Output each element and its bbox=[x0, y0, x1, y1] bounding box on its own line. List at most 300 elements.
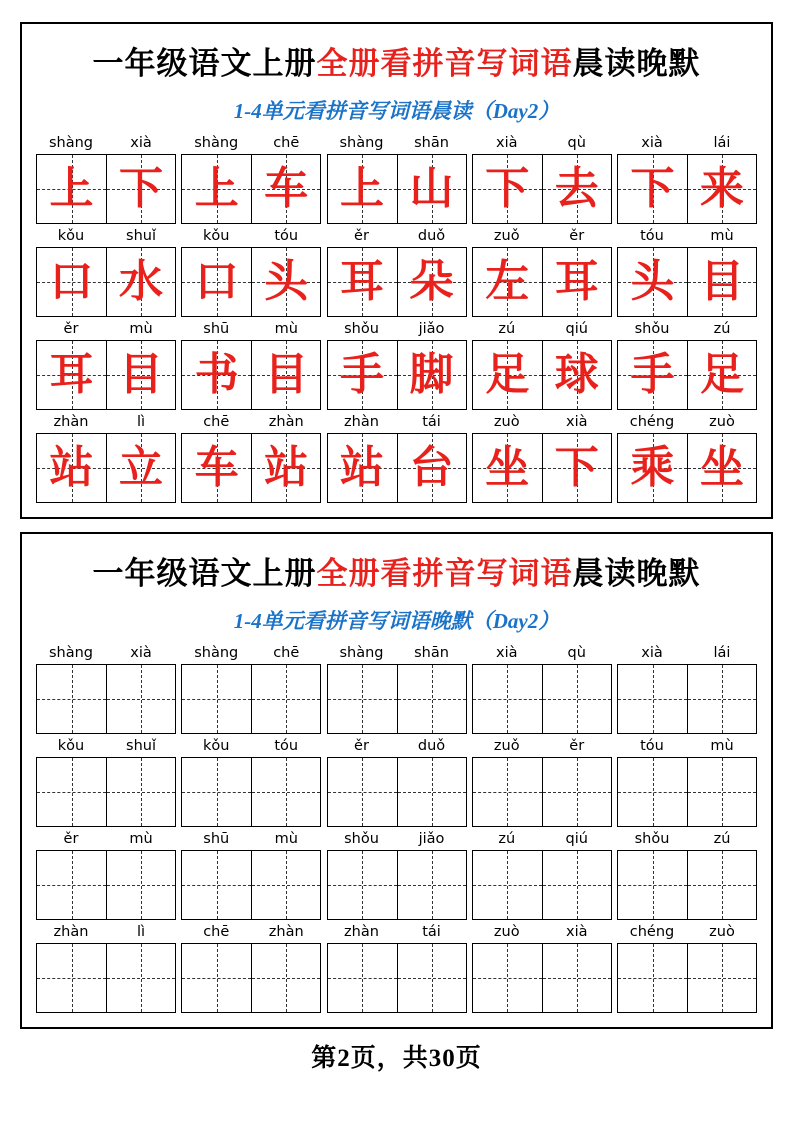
word-group bbox=[327, 133, 467, 224]
pinyin-row bbox=[36, 412, 176, 433]
tianzige-cell-blank[interactable] bbox=[328, 758, 397, 826]
word-group bbox=[472, 736, 612, 827]
word-group bbox=[472, 319, 612, 410]
pinyin-label: ěr bbox=[63, 321, 79, 337]
tianzige-cell-blank[interactable] bbox=[328, 665, 397, 733]
tianzige-cell-filled[interactable] bbox=[37, 248, 106, 316]
pinyin-label: shuǐ bbox=[126, 228, 156, 244]
tianzige-cell-filled[interactable] bbox=[473, 341, 542, 409]
pinyin-row bbox=[617, 922, 757, 943]
pinyin-row bbox=[327, 226, 467, 247]
pinyin-row bbox=[472, 319, 612, 340]
word-row bbox=[36, 133, 757, 224]
word-group bbox=[327, 829, 467, 920]
tianzige-cell-filled[interactable] bbox=[542, 155, 611, 223]
pinyin-label: zú bbox=[713, 831, 731, 847]
tianzige-cell-filled[interactable] bbox=[473, 155, 542, 223]
tianzige-cell-filled[interactable] bbox=[106, 434, 175, 502]
word-group bbox=[36, 922, 176, 1013]
pinyin-row bbox=[181, 133, 321, 154]
pinyin-label: kǒu bbox=[203, 228, 230, 244]
word-group bbox=[36, 643, 176, 734]
tianzige-cell-filled[interactable] bbox=[106, 155, 175, 223]
word-group bbox=[617, 226, 757, 317]
pinyin-label: lái bbox=[713, 645, 731, 661]
word-row bbox=[36, 829, 757, 920]
tianzige-cell-filled[interactable] bbox=[542, 341, 611, 409]
tianzige-cell-blank[interactable] bbox=[251, 944, 320, 1012]
pinyin-row bbox=[181, 736, 321, 757]
tianzige-cell-blank[interactable] bbox=[328, 851, 397, 919]
tianzige-cell-filled[interactable] bbox=[618, 155, 687, 223]
tianzige-pair bbox=[327, 433, 467, 503]
tianzige-cell-filled[interactable] bbox=[251, 155, 320, 223]
pinyin-label: xià bbox=[496, 135, 518, 151]
pinyin-label: chē bbox=[273, 645, 300, 661]
tianzige-cell-blank[interactable] bbox=[473, 944, 542, 1012]
pinyin-row bbox=[181, 412, 321, 433]
tianzige-cell-filled[interactable] bbox=[618, 434, 687, 502]
pinyin-row bbox=[617, 829, 757, 850]
word-row bbox=[36, 226, 757, 317]
pinyin-label: mù bbox=[129, 321, 153, 337]
pinyin-label: ěr bbox=[63, 831, 79, 847]
word-group bbox=[181, 226, 321, 317]
tianzige-cell-filled[interactable] bbox=[37, 155, 106, 223]
pinyin-label: shàng bbox=[339, 645, 384, 661]
tianzige-pair bbox=[181, 154, 321, 224]
pinyin-label: lì bbox=[136, 924, 146, 940]
tianzige-cell-blank[interactable] bbox=[37, 944, 106, 1012]
pinyin-row bbox=[472, 226, 612, 247]
word-group bbox=[181, 319, 321, 410]
tianzige-pair bbox=[327, 664, 467, 734]
pinyin-label: kǒu bbox=[57, 228, 85, 244]
hanzi-character: 去 bbox=[554, 164, 599, 213]
hanzi-character: 目 bbox=[700, 257, 744, 306]
pinyin-label: lái bbox=[713, 135, 731, 151]
pinyin-row bbox=[617, 133, 757, 154]
hanzi-character: 乘 bbox=[630, 443, 675, 492]
worksheet-sheet bbox=[20, 532, 773, 1029]
tianzige-cell-blank[interactable] bbox=[618, 944, 687, 1012]
pinyin-label: shǒu bbox=[344, 831, 379, 847]
word-group bbox=[327, 736, 467, 827]
tianzige-pair bbox=[181, 433, 321, 503]
tianzige-pair bbox=[36, 850, 176, 920]
tianzige-cell-filled[interactable] bbox=[397, 434, 466, 502]
tianzige-cell-blank[interactable] bbox=[397, 851, 466, 919]
hanzi-character: 坐 bbox=[485, 443, 530, 492]
sheet-title-before: 一年级语文上册 bbox=[92, 46, 317, 81]
tianzige-cell-filled[interactable] bbox=[473, 434, 542, 502]
tianzige-cell-filled[interactable] bbox=[106, 341, 175, 409]
pinyin-label: xià bbox=[496, 645, 518, 661]
hanzi-character: 耳 bbox=[340, 257, 384, 306]
tianzige-pair bbox=[472, 757, 612, 827]
pinyin-row bbox=[327, 412, 467, 433]
sheets-container bbox=[20, 22, 773, 1029]
word-group bbox=[327, 922, 467, 1013]
tianzige-cell-filled[interactable] bbox=[251, 248, 320, 316]
pinyin-label: shàng bbox=[48, 135, 94, 151]
pinyin-row bbox=[181, 829, 321, 850]
tianzige-cell-blank[interactable] bbox=[251, 665, 320, 733]
pinyin-label: tóu bbox=[640, 228, 664, 244]
hanzi-character: 下 bbox=[554, 443, 599, 492]
tianzige-pair bbox=[617, 757, 757, 827]
word-group bbox=[617, 643, 757, 734]
tianzige-cell-blank[interactable] bbox=[687, 851, 756, 919]
pinyin-label: kǒu bbox=[203, 738, 230, 754]
pinyin-label: shǒu bbox=[634, 831, 670, 847]
hanzi-character: 来 bbox=[700, 164, 744, 213]
tianzige-cell-blank[interactable] bbox=[618, 758, 687, 826]
pinyin-label: shàng bbox=[194, 645, 239, 661]
tianzige-cell-blank[interactable] bbox=[473, 758, 542, 826]
worksheet-sheet bbox=[20, 22, 773, 519]
word-group bbox=[472, 226, 612, 317]
tianzige-cell-filled[interactable] bbox=[251, 434, 320, 502]
word-group bbox=[36, 319, 176, 410]
word-row bbox=[36, 643, 757, 734]
pinyin-row bbox=[181, 226, 321, 247]
hanzi-character: 脚 bbox=[409, 350, 454, 399]
pinyin-label: xià bbox=[641, 645, 663, 661]
pinyin-label: mù bbox=[274, 831, 298, 847]
tianzige-cell-filled[interactable] bbox=[182, 341, 251, 409]
pinyin-row bbox=[36, 133, 176, 154]
pinyin-label: chéng bbox=[629, 414, 675, 430]
tianzige-cell-filled[interactable] bbox=[328, 155, 397, 223]
pinyin-label: ěr bbox=[569, 738, 585, 754]
hanzi-character: 耳 bbox=[49, 350, 94, 399]
tianzige-cell-filled[interactable] bbox=[328, 248, 397, 316]
tianzige-cell-filled[interactable] bbox=[328, 434, 397, 502]
tianzige-cell-filled[interactable] bbox=[182, 248, 251, 316]
pinyin-row bbox=[36, 736, 176, 757]
tianzige-cell-filled[interactable] bbox=[106, 248, 175, 316]
pinyin-label: zuǒ bbox=[493, 228, 520, 244]
sheet-title-after: 晨读晚默 bbox=[572, 556, 701, 591]
pinyin-row bbox=[472, 829, 612, 850]
pinyin-row bbox=[327, 133, 467, 154]
tianzige-cell-blank[interactable] bbox=[473, 665, 542, 733]
pinyin-label: shān bbox=[414, 645, 449, 661]
pinyin-label: zhàn bbox=[268, 924, 304, 940]
tianzige-pair bbox=[327, 154, 467, 224]
tianzige-cell-blank[interactable] bbox=[618, 851, 687, 919]
pinyin-row bbox=[36, 643, 176, 664]
word-group bbox=[327, 226, 467, 317]
tianzige-pair bbox=[617, 154, 757, 224]
word-group bbox=[617, 319, 757, 410]
pinyin-row bbox=[617, 319, 757, 340]
tianzige-pair bbox=[36, 943, 176, 1013]
word-group bbox=[327, 412, 467, 503]
tianzige-cell-filled[interactable] bbox=[473, 248, 542, 316]
tianzige-cell-blank[interactable] bbox=[182, 851, 251, 919]
tianzige-pair bbox=[181, 664, 321, 734]
pinyin-row bbox=[472, 643, 612, 664]
pinyin-row bbox=[472, 133, 612, 154]
pinyin-label: shū bbox=[203, 321, 230, 337]
hanzi-character: 站 bbox=[264, 443, 309, 492]
hanzi-character: 头 bbox=[264, 257, 309, 306]
pinyin-label: mù bbox=[129, 831, 153, 847]
word-row bbox=[36, 319, 757, 410]
tianzige-cell-blank[interactable] bbox=[37, 758, 106, 826]
sheet-subtitle: 1-4单元看拼音写词语晚默（Day2） bbox=[233, 609, 560, 633]
hanzi-character: 水 bbox=[119, 257, 163, 306]
pinyin-row bbox=[327, 736, 467, 757]
pinyin-label: shàng bbox=[339, 135, 384, 151]
hanzi-character: 足 bbox=[485, 350, 530, 399]
pinyin-label: qiú bbox=[565, 321, 588, 337]
tianzige-cell-blank[interactable] bbox=[397, 944, 466, 1012]
sheet-subtitle: 1-4单元看拼音写词语晨读（Day2） bbox=[233, 99, 560, 123]
tianzige-pair bbox=[181, 247, 321, 317]
word-group bbox=[36, 829, 176, 920]
tianzige-cell-blank[interactable] bbox=[542, 665, 611, 733]
tianzige-cell-filled[interactable] bbox=[687, 248, 756, 316]
pinyin-label: tái bbox=[422, 414, 441, 430]
tianzige-cell-blank[interactable] bbox=[473, 851, 542, 919]
tianzige-pair bbox=[472, 154, 612, 224]
sheet-title bbox=[22, 38, 771, 83]
pinyin-row bbox=[36, 319, 176, 340]
tianzige-pair bbox=[472, 943, 612, 1013]
tianzige-cell-blank[interactable] bbox=[251, 758, 320, 826]
pinyin-label: tóu bbox=[640, 738, 664, 754]
tianzige-pair bbox=[617, 850, 757, 920]
tianzige-cell-blank[interactable] bbox=[37, 665, 106, 733]
pinyin-label: zuò bbox=[493, 414, 520, 430]
pinyin-label: tái bbox=[422, 924, 441, 940]
tianzige-cell-filled[interactable] bbox=[542, 434, 611, 502]
sheet-title-highlight: 全册看拼音写词语 bbox=[316, 46, 573, 81]
word-group bbox=[472, 133, 612, 224]
word-group bbox=[617, 829, 757, 920]
pinyin-label: ěr bbox=[354, 738, 369, 754]
hanzi-character: 左 bbox=[485, 257, 530, 306]
tianzige-cell-filled[interactable] bbox=[251, 341, 320, 409]
pinyin-label: zú bbox=[498, 831, 516, 847]
word-row bbox=[36, 922, 757, 1013]
tianzige-pair bbox=[472, 664, 612, 734]
pinyin-label: shuǐ bbox=[126, 738, 156, 754]
tianzige-pair bbox=[327, 757, 467, 827]
word-group bbox=[36, 412, 176, 503]
sheet-title-after: 晨读晚默 bbox=[572, 46, 701, 81]
pinyin-label: chéng bbox=[629, 924, 675, 940]
word-group bbox=[472, 643, 612, 734]
tianzige-cell-filled[interactable] bbox=[687, 155, 756, 223]
pinyin-label: zuò bbox=[709, 924, 735, 940]
pinyin-label: jiǎo bbox=[418, 321, 445, 337]
pinyin-label: chē bbox=[203, 414, 230, 430]
tianzige-cell-blank[interactable] bbox=[397, 665, 466, 733]
word-group bbox=[472, 412, 612, 503]
word-group bbox=[36, 226, 176, 317]
pinyin-label: zú bbox=[498, 321, 516, 337]
word-group bbox=[617, 736, 757, 827]
word-group bbox=[36, 133, 176, 224]
pinyin-label: xià bbox=[641, 135, 663, 151]
pinyin-label: shàng bbox=[48, 645, 94, 661]
pinyin-label: mù bbox=[274, 321, 298, 337]
pinyin-row bbox=[36, 922, 176, 943]
pinyin-label: xià bbox=[566, 924, 588, 940]
tianzige-cell-filled[interactable] bbox=[182, 434, 251, 502]
pinyin-label: qù bbox=[567, 135, 586, 151]
word-row bbox=[36, 736, 757, 827]
pinyin-row bbox=[181, 643, 321, 664]
pinyin-row bbox=[617, 736, 757, 757]
tianzige-cell-blank[interactable] bbox=[106, 665, 175, 733]
pinyin-label: kǒu bbox=[57, 738, 85, 754]
hanzi-character: 头 bbox=[630, 257, 675, 306]
tianzige-pair bbox=[327, 943, 467, 1013]
tianzige-cell-blank[interactable] bbox=[37, 851, 106, 919]
pinyin-row bbox=[181, 319, 321, 340]
hanzi-character: 下 bbox=[485, 164, 530, 213]
word-group bbox=[36, 736, 176, 827]
pinyin-label: xià bbox=[130, 135, 152, 151]
word-group bbox=[181, 643, 321, 734]
hanzi-character: 站 bbox=[49, 443, 94, 492]
pinyin-label: chē bbox=[203, 924, 230, 940]
pinyin-label: ěr bbox=[354, 228, 369, 244]
tianzige-pair bbox=[327, 340, 467, 410]
tianzige-cell-filled[interactable] bbox=[328, 341, 397, 409]
tianzige-cell-filled[interactable] bbox=[618, 341, 687, 409]
tianzige-pair bbox=[36, 433, 176, 503]
word-group bbox=[472, 829, 612, 920]
pinyin-label: lì bbox=[136, 414, 146, 430]
tianzige-cell-filled[interactable] bbox=[182, 155, 251, 223]
hanzi-character: 上 bbox=[340, 164, 384, 213]
tianzige-pair bbox=[181, 943, 321, 1013]
tianzige-cell-filled[interactable] bbox=[397, 248, 466, 316]
hanzi-character: 足 bbox=[700, 350, 744, 399]
pinyin-label: chē bbox=[273, 135, 300, 151]
pinyin-label: xià bbox=[130, 645, 152, 661]
tianzige-pair bbox=[472, 850, 612, 920]
pinyin-label: zhàn bbox=[53, 924, 89, 940]
tianzige-pair bbox=[181, 340, 321, 410]
tianzige-cell-blank[interactable] bbox=[687, 944, 756, 1012]
pinyin-row bbox=[181, 922, 321, 943]
tianzige-cell-blank[interactable] bbox=[542, 758, 611, 826]
tianzige-pair bbox=[617, 340, 757, 410]
tianzige-pair bbox=[36, 757, 176, 827]
hanzi-character: 书 bbox=[194, 350, 239, 399]
tianzige-cell-filled[interactable] bbox=[397, 155, 466, 223]
tianzige-cell-blank[interactable] bbox=[397, 758, 466, 826]
hanzi-character: 耳 bbox=[554, 257, 599, 306]
tianzige-pair bbox=[181, 757, 321, 827]
pinyin-label: mù bbox=[710, 738, 734, 754]
tianzige-cell-blank[interactable] bbox=[182, 665, 251, 733]
word-group bbox=[181, 922, 321, 1013]
pinyin-label: shǒu bbox=[634, 321, 670, 337]
tianzige-cell-blank[interactable] bbox=[687, 665, 756, 733]
word-group bbox=[181, 829, 321, 920]
tianzige-cell-blank[interactable] bbox=[106, 851, 175, 919]
tianzige-cell-filled[interactable] bbox=[397, 341, 466, 409]
pinyin-row bbox=[472, 922, 612, 943]
pinyin-label: zuò bbox=[493, 924, 520, 940]
tianzige-cell-blank[interactable] bbox=[542, 851, 611, 919]
tianzige-pair bbox=[617, 433, 757, 503]
tianzige-cell-filled[interactable] bbox=[618, 248, 687, 316]
pinyin-label: qiú bbox=[565, 831, 588, 847]
hanzi-character: 坐 bbox=[700, 443, 744, 492]
pinyin-row bbox=[36, 829, 176, 850]
tianzige-cell-filled[interactable] bbox=[687, 434, 756, 502]
word-group bbox=[472, 922, 612, 1013]
hanzi-character: 台 bbox=[409, 443, 454, 492]
pinyin-label: shān bbox=[414, 135, 449, 151]
hanzi-character: 手 bbox=[340, 350, 384, 399]
tianzige-pair bbox=[472, 247, 612, 317]
tianzige-cell-filled[interactable] bbox=[542, 248, 611, 316]
pinyin-label: shàng bbox=[194, 135, 239, 151]
pinyin-label: zuǒ bbox=[493, 738, 520, 754]
tianzige-cell-blank[interactable] bbox=[106, 758, 175, 826]
tianzige-cell-blank[interactable] bbox=[542, 944, 611, 1012]
pinyin-label: zhàn bbox=[53, 414, 89, 430]
tianzige-cell-blank[interactable] bbox=[687, 758, 756, 826]
tianzige-pair bbox=[181, 850, 321, 920]
word-group bbox=[617, 412, 757, 503]
pinyin-label: zú bbox=[713, 321, 731, 337]
hanzi-character: 车 bbox=[264, 164, 309, 213]
tianzige-cell-blank[interactable] bbox=[328, 944, 397, 1012]
tianzige-pair bbox=[617, 943, 757, 1013]
tianzige-cell-blank[interactable] bbox=[182, 758, 251, 826]
tianzige-cell-filled[interactable] bbox=[37, 434, 106, 502]
hanzi-character: 上 bbox=[194, 164, 239, 213]
pinyin-row bbox=[327, 319, 467, 340]
tianzige-cell-blank[interactable] bbox=[618, 665, 687, 733]
tianzige-pair bbox=[617, 664, 757, 734]
hanzi-character: 上 bbox=[49, 164, 94, 213]
pinyin-row bbox=[327, 643, 467, 664]
hanzi-character: 口 bbox=[49, 257, 94, 306]
pinyin-row bbox=[327, 829, 467, 850]
tianzige-cell-filled[interactable] bbox=[687, 341, 756, 409]
tianzige-cell-blank[interactable] bbox=[182, 944, 251, 1012]
pinyin-label: ěr bbox=[569, 228, 585, 244]
tianzige-pair bbox=[472, 340, 612, 410]
hanzi-character: 下 bbox=[119, 164, 163, 213]
tianzige-cell-filled[interactable] bbox=[37, 341, 106, 409]
tianzige-cell-blank[interactable] bbox=[251, 851, 320, 919]
pinyin-label: tóu bbox=[274, 738, 299, 754]
grid-area bbox=[22, 643, 771, 1013]
sheet-title-before: 一年级语文上册 bbox=[92, 556, 317, 591]
word-group bbox=[617, 133, 757, 224]
pinyin-label: duǒ bbox=[417, 228, 446, 244]
pinyin-row bbox=[327, 922, 467, 943]
pinyin-label: xià bbox=[566, 414, 588, 430]
sheet-title-highlight: 全册看拼音写词语 bbox=[316, 556, 573, 591]
pinyin-row bbox=[617, 412, 757, 433]
tianzige-cell-blank[interactable] bbox=[106, 944, 175, 1012]
hanzi-character: 立 bbox=[119, 443, 163, 492]
